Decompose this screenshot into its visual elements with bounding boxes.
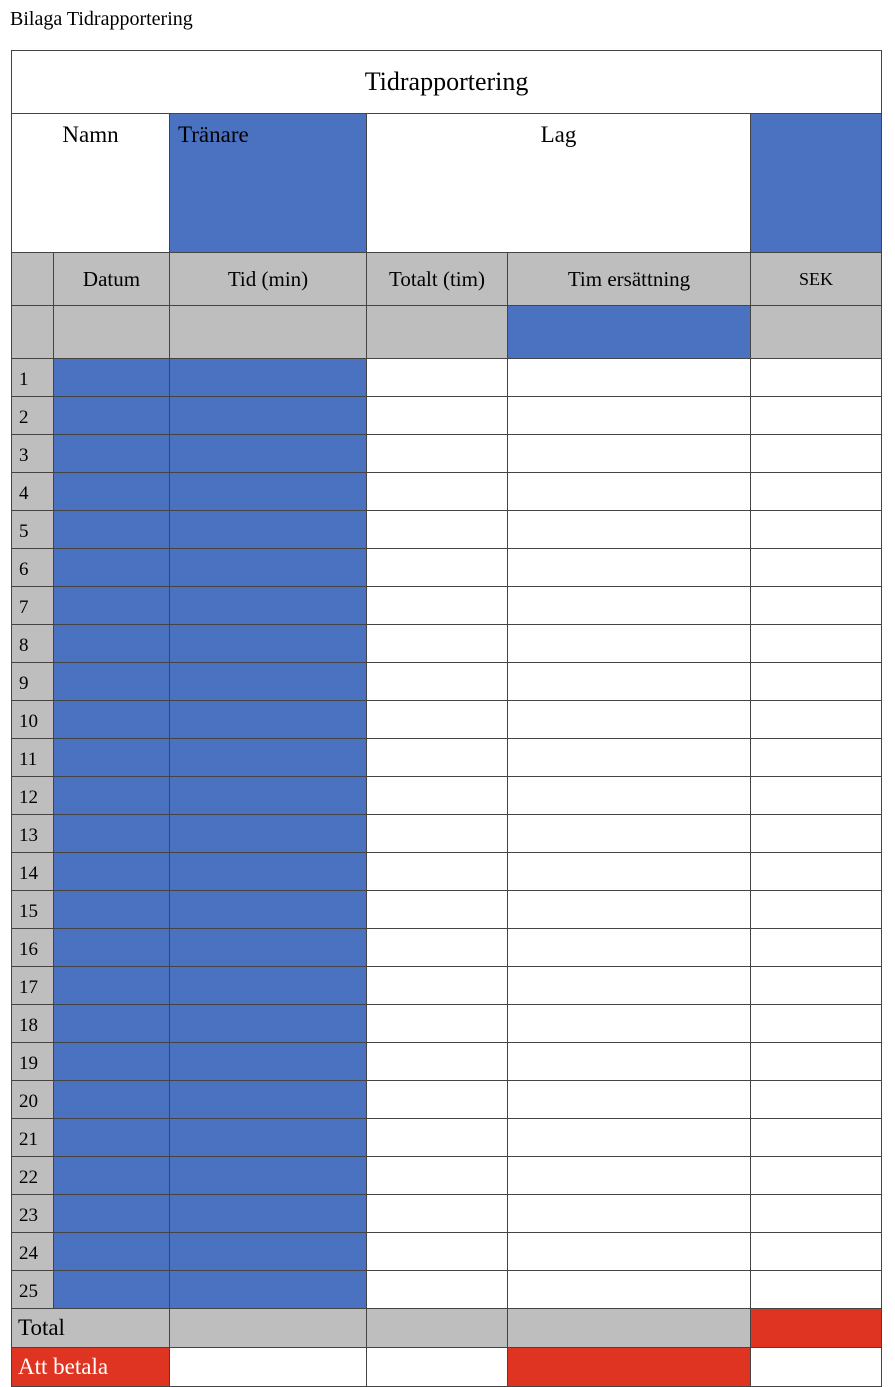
time-field[interactable] xyxy=(170,435,367,473)
time-field[interactable] xyxy=(170,1195,367,1233)
table-row xyxy=(12,1271,882,1309)
hourly-rate-cell xyxy=(508,1195,751,1233)
total-hours-cell xyxy=(367,473,508,511)
sek-cell xyxy=(751,435,882,473)
hourly-rate-cell xyxy=(508,1043,751,1081)
sek-cell xyxy=(751,1043,882,1081)
date-field[interactable] xyxy=(54,853,170,891)
row-number: 16 xyxy=(12,929,54,967)
time-report-table xyxy=(11,50,882,1387)
date-field[interactable] xyxy=(54,511,170,549)
time-field[interactable] xyxy=(170,1043,367,1081)
total-hours-cell xyxy=(367,511,508,549)
table-row xyxy=(12,511,882,549)
column-header-row xyxy=(12,253,882,306)
time-field[interactable] xyxy=(170,853,367,891)
header-total-hours: Totalt (tim) xyxy=(367,253,508,306)
total-sek xyxy=(751,1309,882,1348)
total-hours-cell xyxy=(367,397,508,435)
sek-cell xyxy=(751,929,882,967)
table-row xyxy=(12,701,882,739)
sek-cell xyxy=(751,815,882,853)
total-hours-cell xyxy=(367,929,508,967)
table-row xyxy=(12,1157,882,1195)
row-number: 19 xyxy=(12,1043,54,1081)
table-row xyxy=(12,815,882,853)
total-hours-cell xyxy=(367,853,508,891)
total-row xyxy=(12,1309,882,1348)
hourly-rate-cell xyxy=(508,891,751,929)
row-number: 1 xyxy=(12,359,54,397)
table-row xyxy=(12,1043,882,1081)
total-hours-cell xyxy=(367,1195,508,1233)
sek-cell xyxy=(751,549,882,587)
row-number: 2 xyxy=(12,397,54,435)
sek-cell xyxy=(751,359,882,397)
hourly-rate-cell xyxy=(508,359,751,397)
row-number: 6 xyxy=(12,549,54,587)
date-field[interactable] xyxy=(54,1271,170,1309)
hourly-rate-cell xyxy=(508,397,751,435)
sek-cell xyxy=(751,853,882,891)
row-number: 7 xyxy=(12,587,54,625)
hourly-rate-cell xyxy=(508,587,751,625)
total-hours-cell xyxy=(367,1233,508,1271)
time-field[interactable] xyxy=(170,1005,367,1043)
subheader-row xyxy=(12,306,882,359)
date-field[interactable] xyxy=(54,1043,170,1081)
row-number: 21 xyxy=(12,1119,54,1157)
hourly-rate-cell xyxy=(508,1081,751,1119)
total-hours-cell xyxy=(367,701,508,739)
row-number: 23 xyxy=(12,1195,54,1233)
hourly-rate-cell xyxy=(508,853,751,891)
total-label: Total xyxy=(12,1309,170,1348)
date-field[interactable] xyxy=(54,359,170,397)
row-number: 4 xyxy=(12,473,54,511)
header-time-min: Tid (min) xyxy=(170,253,367,306)
sek-cell xyxy=(751,587,882,625)
time-field[interactable] xyxy=(170,511,367,549)
date-field[interactable] xyxy=(54,929,170,967)
total-hours-cell xyxy=(367,663,508,701)
row-number: 17 xyxy=(12,967,54,1005)
row-number: 18 xyxy=(12,1005,54,1043)
row-number: 15 xyxy=(12,891,54,929)
total-hours-cell xyxy=(367,625,508,663)
table-row xyxy=(12,625,882,663)
subheader-date xyxy=(54,306,170,359)
total-hours-cell xyxy=(367,587,508,625)
header-currency: SEK xyxy=(751,253,882,306)
sek-cell xyxy=(751,625,882,663)
sek-cell xyxy=(751,511,882,549)
date-field[interactable] xyxy=(54,625,170,663)
sek-cell xyxy=(751,777,882,815)
date-field[interactable] xyxy=(54,1081,170,1119)
name-label: Namn xyxy=(12,114,170,253)
date-field[interactable] xyxy=(54,967,170,1005)
date-field[interactable] xyxy=(54,663,170,701)
date-field[interactable] xyxy=(54,1157,170,1195)
hourly-rate-cell xyxy=(508,663,751,701)
row-number: 10 xyxy=(12,701,54,739)
total-hours-cell xyxy=(367,1081,508,1119)
sek-cell xyxy=(751,891,882,929)
total-hours-cell xyxy=(367,1271,508,1309)
sek-cell xyxy=(751,1195,882,1233)
table-row xyxy=(12,359,882,397)
table-row xyxy=(12,739,882,777)
hourly-rate-cell xyxy=(508,701,751,739)
date-field[interactable] xyxy=(54,435,170,473)
hourly-rate-cell xyxy=(508,511,751,549)
sek-cell xyxy=(751,701,882,739)
row-number: 9 xyxy=(12,663,54,701)
subheader-blank xyxy=(12,306,54,359)
date-field[interactable] xyxy=(54,891,170,929)
row-number: 14 xyxy=(12,853,54,891)
sek-cell xyxy=(751,1005,882,1043)
time-field[interactable] xyxy=(170,739,367,777)
date-field[interactable] xyxy=(54,549,170,587)
total-hours-cell xyxy=(367,1043,508,1081)
time-field[interactable] xyxy=(170,1271,367,1309)
hourly-rate-cell xyxy=(508,929,751,967)
time-field[interactable] xyxy=(170,397,367,435)
table-row xyxy=(12,1081,882,1119)
name-field[interactable]: Tränare xyxy=(170,114,367,253)
table-row xyxy=(12,929,882,967)
time-field[interactable] xyxy=(170,1233,367,1271)
total-hours-cell xyxy=(367,359,508,397)
header-date: Datum xyxy=(54,253,170,306)
time-field[interactable] xyxy=(170,1157,367,1195)
total-hours-cell xyxy=(367,777,508,815)
subheader-sek xyxy=(751,306,882,359)
hourly-rate-cell xyxy=(508,549,751,587)
title-row xyxy=(12,51,882,114)
subheader-time xyxy=(170,306,367,359)
time-field[interactable] xyxy=(170,777,367,815)
time-field[interactable] xyxy=(170,473,367,511)
row-number: 12 xyxy=(12,777,54,815)
hourly-rate-cell xyxy=(508,1005,751,1043)
pay-hours xyxy=(367,1348,508,1387)
hourly-rate-cell xyxy=(508,739,751,777)
table-row xyxy=(12,549,882,587)
time-field[interactable] xyxy=(170,359,367,397)
row-number: 13 xyxy=(12,815,54,853)
hourly-rate-cell xyxy=(508,1157,751,1195)
total-hours-cell xyxy=(367,549,508,587)
table-row xyxy=(12,1195,882,1233)
total-hours-cell xyxy=(367,891,508,929)
row-number: 20 xyxy=(12,1081,54,1119)
row-number: 25 xyxy=(12,1271,54,1309)
time-field[interactable] xyxy=(170,891,367,929)
total-time xyxy=(170,1309,367,1348)
sek-cell xyxy=(751,1233,882,1271)
total-hours xyxy=(367,1309,508,1348)
time-field[interactable] xyxy=(170,701,367,739)
hourly-rate-field[interactable] xyxy=(508,306,751,359)
sek-cell xyxy=(751,739,882,777)
sek-cell xyxy=(751,397,882,435)
table-row xyxy=(12,777,882,815)
pay-rate xyxy=(508,1348,751,1387)
row-number: 11 xyxy=(12,739,54,777)
hourly-rate-cell xyxy=(508,1271,751,1309)
date-field[interactable] xyxy=(54,397,170,435)
row-number: 22 xyxy=(12,1157,54,1195)
date-field[interactable] xyxy=(54,1005,170,1043)
pay-sek xyxy=(751,1348,882,1387)
total-hours-cell xyxy=(367,1157,508,1195)
date-field[interactable] xyxy=(54,473,170,511)
document-label: Bilaga Tidrapportering xyxy=(10,8,193,30)
sek-cell xyxy=(751,967,882,1005)
date-field[interactable] xyxy=(54,1195,170,1233)
info-row xyxy=(12,114,882,253)
hourly-rate-cell xyxy=(508,435,751,473)
time-field[interactable] xyxy=(170,625,367,663)
sek-cell xyxy=(751,1119,882,1157)
table-row xyxy=(12,891,882,929)
row-number: 8 xyxy=(12,625,54,663)
subheader-total xyxy=(367,306,508,359)
hourly-rate-cell xyxy=(508,1119,751,1157)
pay-label: Att betala xyxy=(12,1348,170,1387)
total-hours-cell xyxy=(367,739,508,777)
sek-cell xyxy=(751,1271,882,1309)
sek-cell xyxy=(751,1081,882,1119)
table-row xyxy=(12,1119,882,1157)
hourly-rate-cell xyxy=(508,473,751,511)
date-field[interactable] xyxy=(54,777,170,815)
date-field[interactable] xyxy=(54,739,170,777)
time-field[interactable] xyxy=(170,929,367,967)
hourly-rate-cell xyxy=(508,1233,751,1271)
hourly-rate-cell xyxy=(508,815,751,853)
row-number: 5 xyxy=(12,511,54,549)
sek-cell xyxy=(751,473,882,511)
table-row xyxy=(12,1233,882,1271)
sek-cell xyxy=(751,1157,882,1195)
pay-time xyxy=(170,1348,367,1387)
hourly-rate-cell xyxy=(508,625,751,663)
header-hourly-rate: Tim ersättning xyxy=(508,253,751,306)
row-number-header xyxy=(12,253,54,306)
hourly-rate-cell xyxy=(508,967,751,1005)
table-row xyxy=(12,1005,882,1043)
team-field[interactable] xyxy=(751,114,882,253)
table-row xyxy=(12,397,882,435)
row-number: 3 xyxy=(12,435,54,473)
hourly-rate-cell xyxy=(508,777,751,815)
date-field[interactable] xyxy=(54,1119,170,1157)
table-row xyxy=(12,853,882,891)
time-field[interactable] xyxy=(170,1119,367,1157)
total-hours-cell xyxy=(367,1005,508,1043)
team-label: Lag xyxy=(367,114,751,253)
table-row xyxy=(12,435,882,473)
time-field[interactable] xyxy=(170,815,367,853)
time-field[interactable] xyxy=(170,967,367,1005)
date-field[interactable] xyxy=(54,1233,170,1271)
date-field[interactable] xyxy=(54,815,170,853)
total-hours-cell xyxy=(367,435,508,473)
table-row xyxy=(12,967,882,1005)
form-title: Tidrapportering xyxy=(12,51,882,114)
table-row xyxy=(12,587,882,625)
date-field[interactable] xyxy=(54,587,170,625)
time-field[interactable] xyxy=(170,1081,367,1119)
row-number: 24 xyxy=(12,1233,54,1271)
time-field[interactable] xyxy=(170,587,367,625)
time-field[interactable] xyxy=(170,549,367,587)
table-row xyxy=(12,663,882,701)
pay-row xyxy=(12,1348,882,1387)
total-hours-cell xyxy=(367,967,508,1005)
total-hours-cell xyxy=(367,1119,508,1157)
date-field[interactable] xyxy=(54,701,170,739)
total-rate xyxy=(508,1309,751,1348)
total-hours-cell xyxy=(367,815,508,853)
table-row xyxy=(12,473,882,511)
sek-cell xyxy=(751,663,882,701)
time-field[interactable] xyxy=(170,663,367,701)
